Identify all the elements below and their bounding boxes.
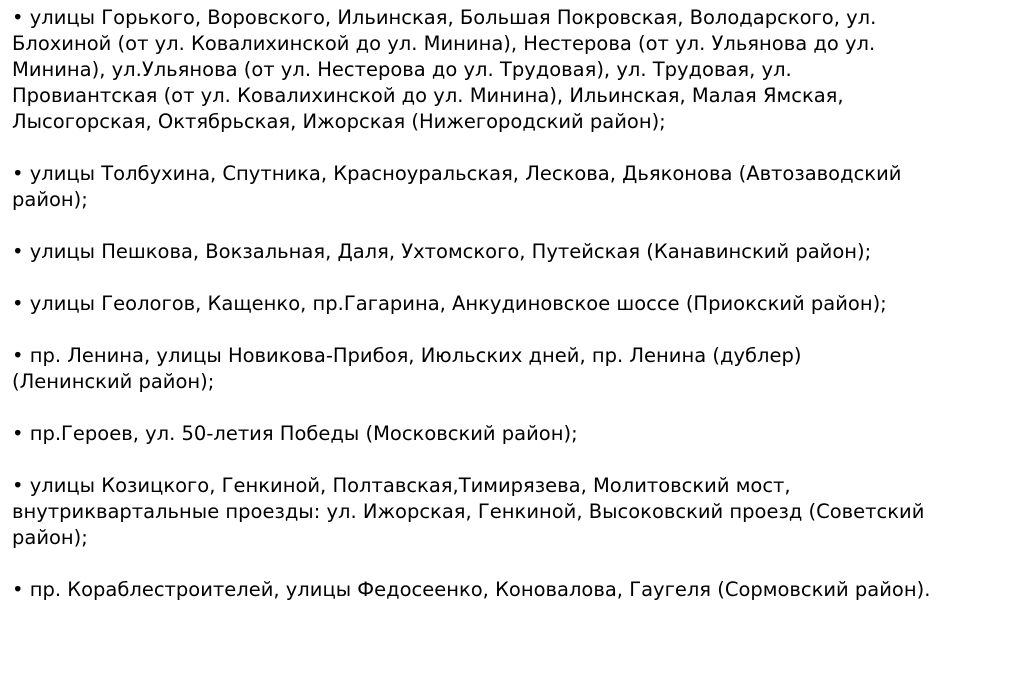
text-line: • улицы Толбухина, Спутника, Красноуральская, Лескова, Дьяконова (Автозаводский (12, 162, 902, 185)
text-line: район); (12, 526, 88, 549)
text-line: Блохиной (от ул. Ковалихинской до ул. Минина), Нестерова (от ул. Ульянова до ул. (12, 32, 876, 55)
text-line: • пр. Кораблестроителей, улицы Федосеенко, Коновалова, Гаугеля (Сормовский район). (12, 578, 931, 601)
district-paragraph (12, 473, 1024, 551)
district-paragraph (12, 161, 1024, 213)
district-paragraph (12, 343, 1024, 395)
district-paragraph (12, 239, 1024, 265)
text-line: • улицы Козицкого, Генкиной, Полтавская,Тимирязева, Молитовский мост, (12, 474, 791, 497)
text-line: Минина), ул.Ульянова (от ул. Нестерова до ул. Трудовая), ул. Трудовая, ул. (12, 58, 792, 81)
text-line: Провиантская (от ул. Ковалихинской до ул. Минина), Ильинская, Малая Ямская, (12, 84, 844, 107)
text-line: • пр.Героев, ул. 50-летия Победы (Московский район); (12, 422, 578, 445)
text-line: район); (12, 188, 88, 211)
district-paragraph (12, 5, 1024, 135)
text-line: • пр. Ленина, улицы Новикова-Прибоя, Июльских дней, пр. Ленина (дублер) (12, 344, 802, 367)
district-paragraph (12, 421, 1024, 447)
text-line: • улицы Геологов, Кащенко, пр.Гагарина, Анкудиновское шоссе (Приокский район); (12, 292, 887, 315)
text-line: • улицы Горького, Воровского, Ильинская, Большая Покровская, Володарского, ул. (12, 6, 877, 29)
district-paragraph (12, 577, 1024, 603)
text-line: Лысогорская, Октябрьская, Ижорская (Нижегородский район); (12, 110, 666, 133)
text-line: • улицы Пешкова, Вокзальная, Даля, Ухтомского, Путейская (Канавинский район); (12, 240, 872, 263)
text-line: (Ленинский район); (12, 370, 215, 393)
text-line: внутриквартальные проезды: ул. Ижорская, Генкиной, Высоковский проезд (Советский (12, 500, 925, 523)
district-paragraph (12, 291, 1024, 317)
